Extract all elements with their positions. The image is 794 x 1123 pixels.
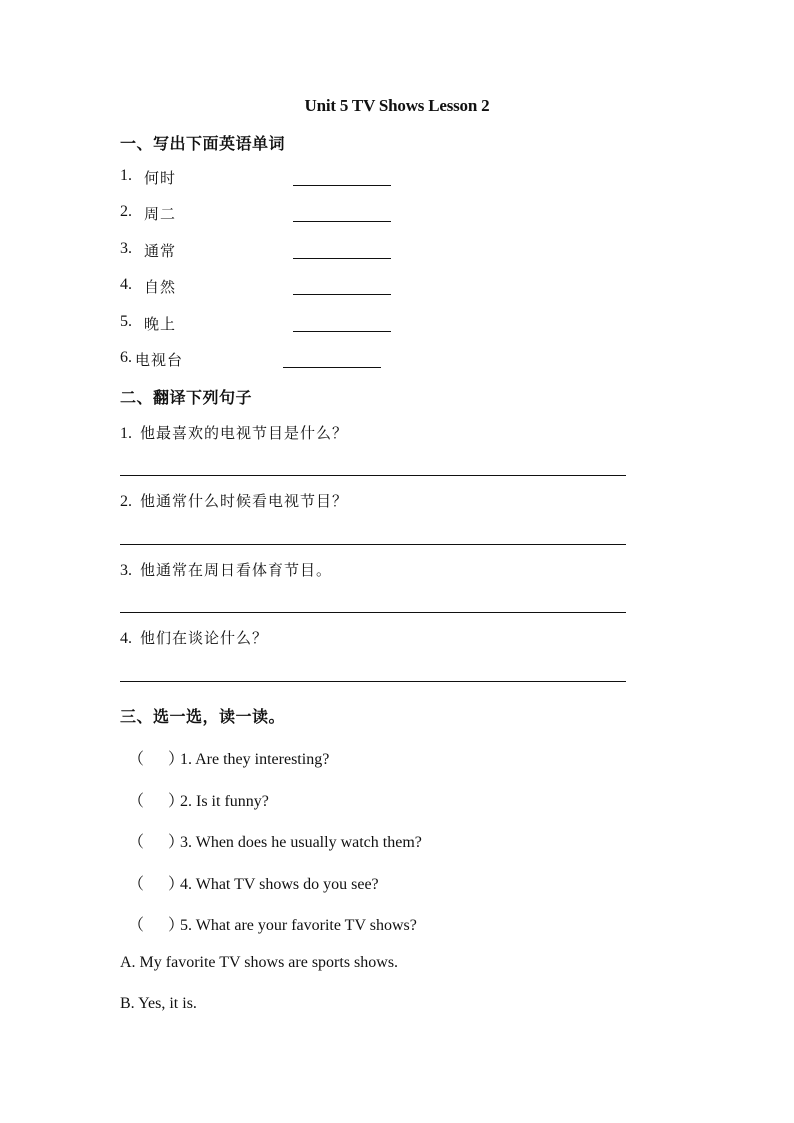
translation-question	[120, 422, 348, 443]
question-text: 他通常什么时候看电视节目？	[140, 492, 349, 510]
vocab-number: 6.	[120, 349, 132, 366]
translation-question	[120, 490, 348, 511]
answer-line[interactable]	[120, 475, 626, 476]
answer-paren-close: ）	[168, 917, 185, 934]
answer-line[interactable]	[120, 544, 626, 545]
choice-item	[128, 746, 329, 769]
question-text: 他通常在周日看体育节目。	[140, 561, 333, 579]
answer-option: A. My favorite TV shows are sports shows.	[120, 954, 399, 971]
vocab-number: 5.	[120, 313, 132, 330]
choice-item	[128, 871, 379, 894]
answer-paren-close: ）	[168, 751, 185, 768]
answer-paren-open[interactable]: （	[128, 917, 145, 934]
section1-heading: 一、写出下面英语单词	[120, 134, 286, 153]
vocab-number: 4.	[120, 276, 132, 293]
section3-heading: 三、选一选，读一读。	[120, 707, 286, 726]
choice-text: 5. What are your favorite TV shows?	[180, 917, 417, 934]
choice-text: 1. Are they interesting?	[180, 751, 330, 768]
choice-text: 4. What TV shows do you see?	[180, 876, 379, 893]
question-number: 1.	[120, 425, 132, 442]
answer-paren-open[interactable]: （	[128, 793, 145, 810]
translation-question	[120, 627, 268, 648]
vocab-word: 自然	[144, 278, 177, 296]
question-number: 2.	[120, 493, 132, 510]
vocab-answer-blank[interactable]	[283, 367, 381, 368]
vocab-answer-blank[interactable]	[293, 331, 391, 332]
answer-paren-close: ）	[168, 793, 185, 810]
worksheet-title: Unit 5 TV Shows Lesson 2	[304, 96, 490, 115]
vocab-item	[120, 240, 420, 264]
question-number: 3.	[120, 562, 132, 579]
vocab-item	[120, 203, 420, 227]
answer-option: B. Yes, it is.	[120, 995, 197, 1012]
vocab-item	[120, 349, 420, 373]
vocab-word: 通常	[144, 242, 177, 260]
question-text: 他最喜欢的电视节目是什么？	[140, 424, 349, 442]
answer-line[interactable]	[120, 681, 626, 682]
vocab-word: 晚上	[144, 315, 177, 333]
vocab-answer-blank[interactable]	[293, 258, 391, 259]
answer-paren-open[interactable]: （	[128, 751, 145, 768]
vocab-answer-blank[interactable]	[293, 294, 391, 295]
vocab-item	[120, 313, 420, 337]
translation-question	[120, 559, 332, 580]
vocab-item	[120, 167, 420, 191]
question-number: 4.	[120, 630, 132, 647]
section2-heading: 二、翻译下列句子	[120, 388, 253, 407]
question-text: 他们在谈论什么？	[140, 629, 269, 647]
answer-paren-close: ）	[168, 876, 185, 893]
choice-item	[128, 912, 417, 935]
vocab-number: 3.	[120, 240, 132, 257]
vocab-word: 何时	[144, 169, 177, 187]
choice-text: 3. When does he usually watch them?	[180, 834, 422, 851]
vocab-answer-blank[interactable]	[293, 221, 391, 222]
vocab-item	[120, 276, 420, 300]
choice-item	[128, 788, 269, 811]
vocab-word: 电视台	[135, 351, 184, 369]
vocab-number: 1.	[120, 167, 132, 184]
choice-item	[128, 829, 422, 852]
answer-line[interactable]	[120, 612, 626, 613]
vocab-answer-blank[interactable]	[293, 185, 391, 186]
vocab-word: 周二	[144, 205, 177, 223]
answer-paren-open[interactable]: （	[128, 834, 145, 851]
vocab-number: 2.	[120, 203, 132, 220]
answer-paren-close: ）	[168, 834, 185, 851]
choice-text: 2. Is it funny?	[180, 793, 269, 810]
answer-paren-open[interactable]: （	[128, 876, 145, 893]
